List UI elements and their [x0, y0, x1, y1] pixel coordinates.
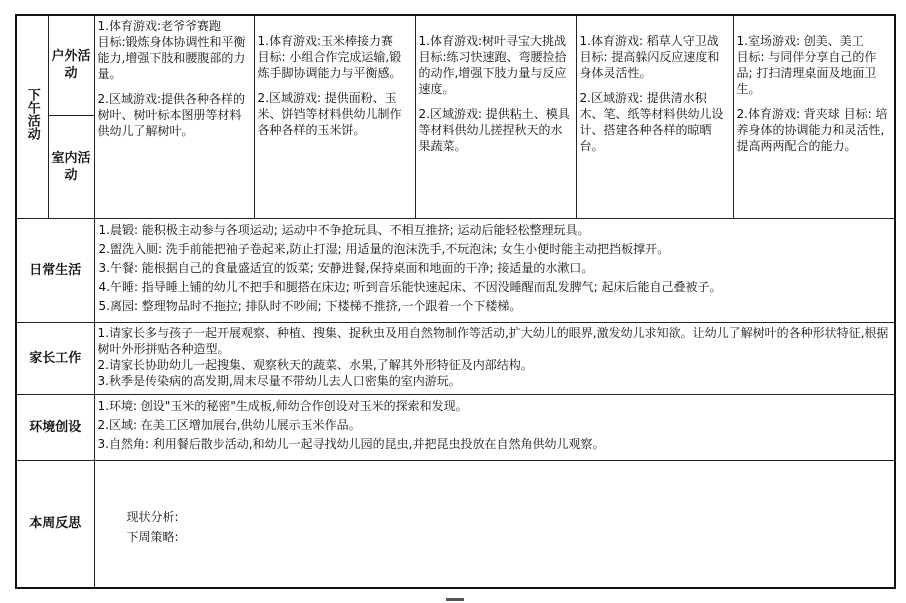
page-scroll-indicator[interactable] [446, 598, 464, 601]
list-item: 1.环境: 创设"玉米的秘密"生成板,师幼合作创设对玉米的探索和发现。 [97, 398, 468, 413]
list-item: 1.晨锻: 能积极主动参与各项运动; 运动中不争抢玩具、不相互推挤; 运动后能轻松整理玩具。 [98, 222, 590, 237]
list-item: 3.自然角: 利用餐后散步活动,和幼儿一起寻找幼儿园的昆虫,并把昆虫投放在自然角供幼儿观察。 [97, 436, 605, 451]
analysis-field[interactable]: 现状分析: [126, 509, 179, 524]
afternoon-col-5: 1.室场游戏: 创美、美工 目标: 与同伴分享自己的作品; 打扫清理桌面及地面卫生。 2.体育游戏: 背夹球 目标: 培养身体的协调能力和灵活性,提高两两配合的能力。 [733, 15, 895, 218]
list-item: 3.午餐: 能根据自己的食量盛适宜的饭菜; 安静进餐,保持桌面和地面的干净; 接适量的水漱口。 [98, 260, 594, 275]
list-item: 1.请家长多与孩子一起开展观察、种植、搜集、捉秋虫及用自然物制作等活动,扩大幼儿的眼界,激发幼儿求知欲。让幼儿了解树叶的各种形状特征,根据树叶外形拼贴各种造型。 [97, 325, 889, 356]
indoor-label: 室内活动 [48, 115, 94, 218]
daily-content [94, 218, 895, 322]
outdoor-label: 户外活动 [48, 15, 94, 115]
environment-label: 环境创设 [16, 394, 94, 460]
list-item: 3.秋季是传染病的高发期,周末尽量不带幼儿去人口密集的室内游玩。 [97, 373, 461, 388]
list-item: 4.午睡: 指导睡上铺的幼儿不把手和腿搭在床边; 听到音乐能快速起床、不因没睡醒而乱发脾气; 起床后能自己叠被子。 [98, 279, 722, 294]
list-item: 2.盥洗入厕: 洗手前能把袖子卷起来,防止打湿; 用适量的泡沫洗手,不玩泡沫; 女生小便时能主动把挡板撑开。 [98, 241, 670, 256]
list-item: 5.离园: 整理物品时不拖拉; 排队时不吵闹; 下楼梯不推挤,一个跟着一个下楼梯。 [98, 298, 522, 313]
environment-content [94, 394, 895, 460]
afternoon-col-3: 1.体育游戏:树叶寻宝大挑战 目标:练习快速跑、弯腰捡拾的动作,增强下肢力量与反应速度。 2.区域游戏: 提供粘土、模具等材料供幼儿搓捏秋天的水果蔬菜。 [415, 15, 576, 218]
afternoon-label: 下午活动 [16, 15, 48, 218]
afternoon-col-4: 1.体育游戏: 稻草人守卫战 目标: 提高躲闪反应速度和身体灵活性。 2.区域游戏: 提供清水积木、笔、纸等材料供幼儿设计、搭建各种各样的晾晒台。 [576, 15, 733, 218]
daily-label: 日常生活 [16, 218, 94, 322]
reflection-label: 本周反思 [16, 460, 94, 588]
parents-label: 家长工作 [16, 322, 94, 394]
strategy-field[interactable]: 下周策略: [126, 529, 179, 544]
weekly-plan-table [15, 14, 894, 589]
afternoon-col-2: 1.体育游戏:玉米棒接力赛 目标: 小组合作完成运输,锻炼手脚协调能力与平衡感。 2.区域游戏: 提供面粉、玉米、饼铛等材料供幼儿制作各种各样的玉米饼。 [254, 15, 415, 218]
reflection-content [94, 460, 895, 588]
list-item: 2.请家长协助幼儿一起搜集、观察秋天的蔬菜、水果,了解其外形特征及内部结构。 [97, 357, 533, 372]
afternoon-col-1: 1.体育游戏:老爷爷赛跑 目标:锻炼身体协调性和平衡能力,增强下肢和腰腹部的力量。 2.区域游戏:提供各种各样的树叶、树叶标本图册等材料供幼儿了解树叶。 [94, 15, 254, 218]
parents-content [94, 322, 895, 394]
list-item: 2.区域: 在美工区增加展台,供幼儿展示玉米作品。 [97, 417, 361, 432]
